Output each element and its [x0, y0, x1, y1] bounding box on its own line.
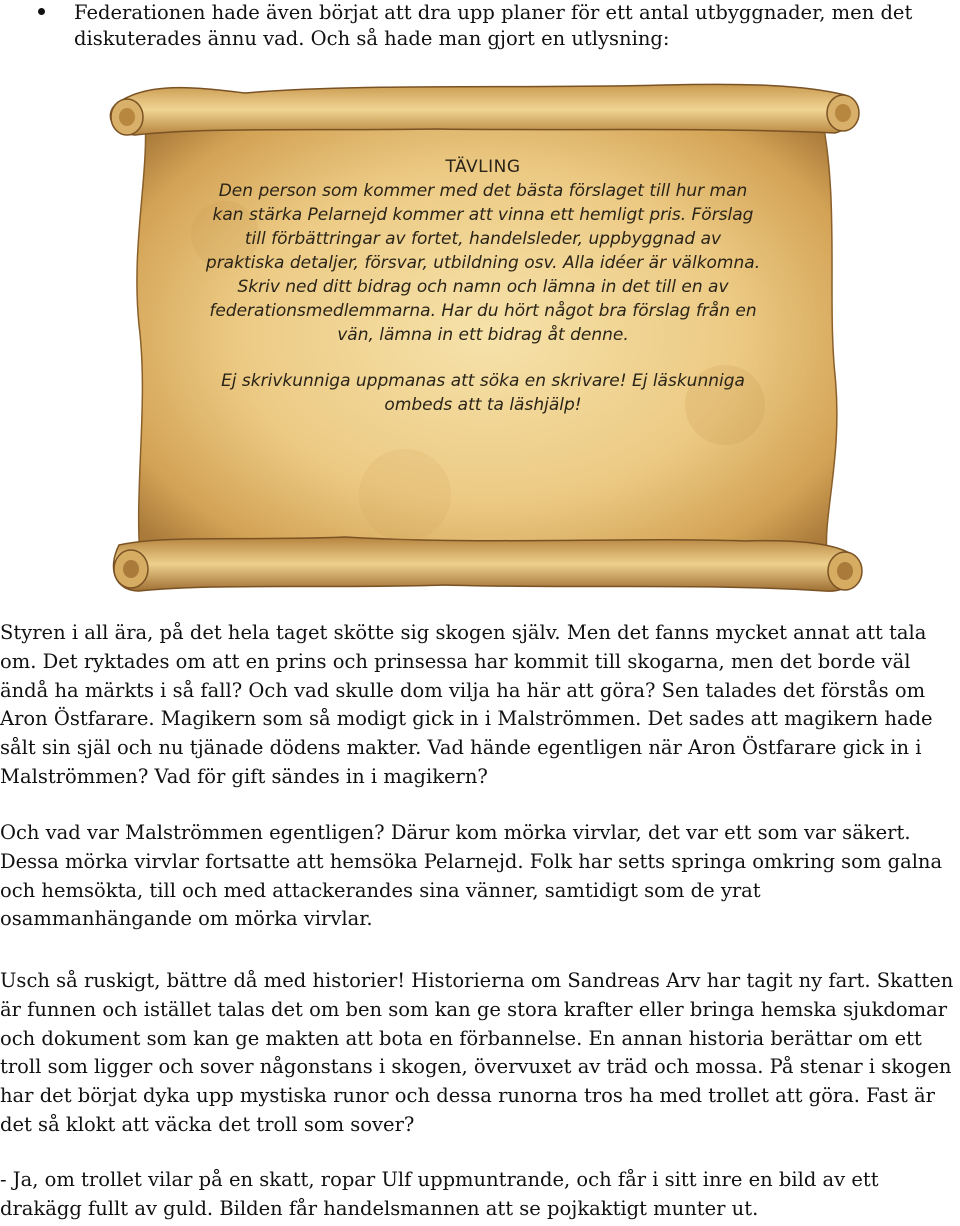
contest-notice: [203, 155, 763, 417]
paragraph: Usch så ruskigt, bättre då med historier! Historierna om Sandreas Arv har tagit ny fart. Skatten är funnen och istället talas det om ben som kan ge stora krafter eller bringa hemska sjukdomar och dokument som kan ge makten att bota en förbannelse. En annan historia berättar om ett troll som ligger och sover någonstans i skogen, övervuxet av träd och mossa. På stenar i skogen har det börjat dyka upp mystiska runor och dessa runorna tros ha med trollet att göra. Fast är det så klokt att väcka det troll som sover?: [0, 969, 954, 1136]
paragraph: Styren i all ära, på det hela taget skötte sig skogen själv. Men det fanns mycket annat att tala om. Det ryktades om att en prins och prinsessa har kommit till skogarna, men det borde väl ändå ha märkts i så fall? Och vad skulle dom vilja ha här att göra? Sen talades det förstås om Aron Östfarare. Magikern som så modigt gick in i Malströmmen. Det sades att magikern hade sålt sin själ och nu tjänade dödens makter. Vad hände egentligen när Aron Östfarare gick in i Malströmmen? Vad för gift sändes in i magikern?: [0, 621, 933, 788]
bullet-text: Federationen hade även börjat att dra upp planer för ett antal utbyggnader, men det diskuterades ännu vad. Och så hade man gjort en utlysning:: [74, 1, 913, 50]
contest-note: Ej skrivkunniga uppmanas att söka en skrivare! Ej läskunniga ombeds att ta läshjälp!: [221, 371, 745, 415]
contest-title: TÄVLING: [445, 157, 521, 177]
contest-body: Den person som kommer med det bästa förslaget till hur man kan stärka Pelarnejd kommer att vinna ett hemligt pris. Förslag till förbättringar av fortet, handelsleder, uppbyggnad av praktiska detaljer, försvar, utbildning osv. Alla idéer är välkomna. Skriv ned ditt bidrag och namn och lämna in det till en av federationsmedlemmarna. Har du hört något bra förslag från en vän, lämna in ett bidrag åt denne.: [205, 181, 761, 345]
bullet-dot-icon: [38, 8, 45, 15]
paragraph: - Ja, om trollet vilar på en skatt, ropar Ulf uppmuntrande, och får i sitt inre en bild av ett drakägg fullt av guld. Bilden får handelsmannen att se pojkaktigt munter ut.: [0, 1168, 879, 1220]
parchment-scroll: [105, 75, 865, 600]
paragraph: Och vad var Malströmmen egentligen? Därur kom mörka virvlar, det var ett som var säkert. Dessa mörka virvlar fortsatte att hemsöka Pelarnejd. Folk har setts springa omkring som galna och hemsökta, till och med attackerandes sina vänner, samtidigt som de yrat osammanhängande om mörka virvlar.: [0, 821, 943, 931]
